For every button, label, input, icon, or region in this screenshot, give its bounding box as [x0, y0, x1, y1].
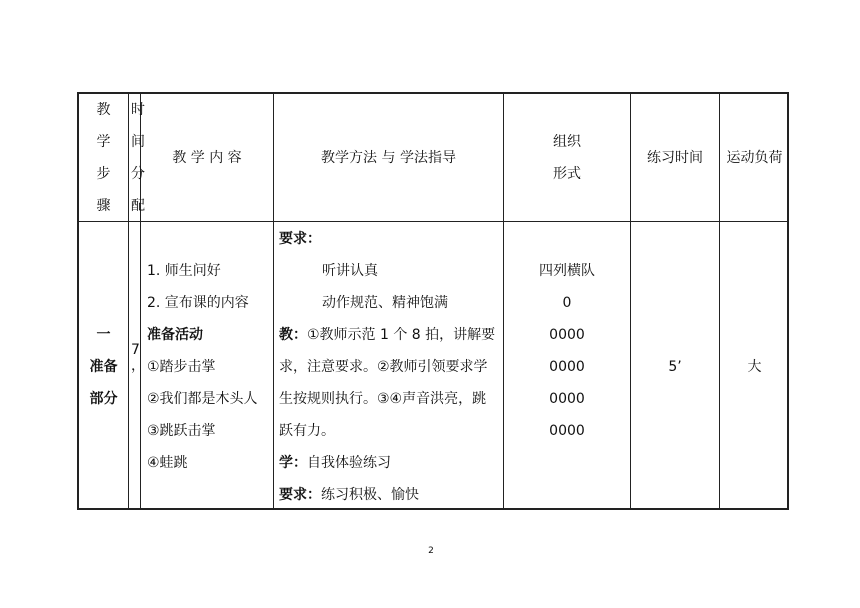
header-step-char: 骤	[96, 198, 111, 214]
header-time-char: 间	[131, 134, 145, 150]
header-content: 教 学 内 容	[172, 150, 242, 166]
content-item: 1. 师生问好	[147, 263, 221, 279]
header-org-line1: 组织	[553, 134, 581, 150]
time-value: ，	[131, 358, 145, 374]
method-learn-label: 学：	[279, 455, 307, 471]
content-item: 2. 宣布课的内容	[147, 295, 249, 311]
header-time-char: 配	[131, 198, 145, 214]
step-name: 部分	[89, 391, 118, 407]
step-name: 准备	[89, 359, 118, 375]
method-requirement-text: 练习积极、愉快	[321, 487, 419, 503]
header-time-char: 时	[131, 102, 145, 118]
header-practice-time: 练习时间	[647, 150, 703, 166]
activity-item: ①踏步击掌	[147, 359, 216, 375]
method-requirement-label: 要求：	[279, 231, 321, 247]
activity-title: 准备活动	[147, 327, 203, 343]
header-method: 教学方法 与 学法指导	[321, 150, 456, 166]
header-step-char: 教	[96, 102, 111, 118]
org-formation-row: 0	[562, 295, 572, 311]
header-time-cell	[131, 94, 145, 221]
method-requirement-label: 要求：	[279, 487, 321, 503]
lesson-plan-table	[77, 92, 789, 510]
org-formation-row: 0000	[549, 423, 585, 439]
page-number: 2	[428, 546, 434, 556]
org-formation-row: 0000	[549, 391, 585, 407]
method-requirement: 动作规范、精神饱满	[322, 295, 448, 311]
activity-item: ③跳跃击掌	[147, 423, 216, 439]
header-step-char: 学	[96, 134, 111, 150]
method-teach-line: 跃有力。	[279, 423, 335, 439]
method-teach-line: 生按规则执行。③④声音洪亮，跳	[279, 391, 487, 407]
activity-item: ②我们都是木头人	[147, 391, 258, 407]
method-requirement: 听讲认真	[322, 263, 378, 279]
org-formation: 四列横队	[539, 263, 595, 279]
method-learn-text: 自我体验练习	[307, 455, 391, 471]
org-formation-row: 0000	[549, 359, 585, 375]
time-cell	[131, 222, 145, 510]
method-requirement-line	[279, 485, 419, 505]
activity-item: ④蛙跳	[147, 455, 188, 471]
time-value: 7	[131, 342, 140, 358]
header-load: 运动负荷	[726, 150, 783, 166]
header-step-char: 步	[96, 166, 111, 182]
header-org-line2: 形式	[553, 166, 581, 182]
org-formation-row: 0000	[549, 327, 585, 343]
method-learn-line	[279, 453, 391, 473]
method-teach-label: 教：	[279, 327, 307, 343]
method-teach-line: 求，注意要求。②教师引领要求学	[279, 359, 488, 375]
method-teach-text: ①教师示范 1 个 8 拍，讲解要	[307, 327, 496, 343]
method-teach-line	[279, 325, 495, 345]
load-value: 大	[747, 359, 762, 375]
practice-time-value: 5’	[668, 359, 682, 375]
header-time-char: 分	[131, 166, 145, 182]
step-number: 一	[96, 327, 111, 343]
